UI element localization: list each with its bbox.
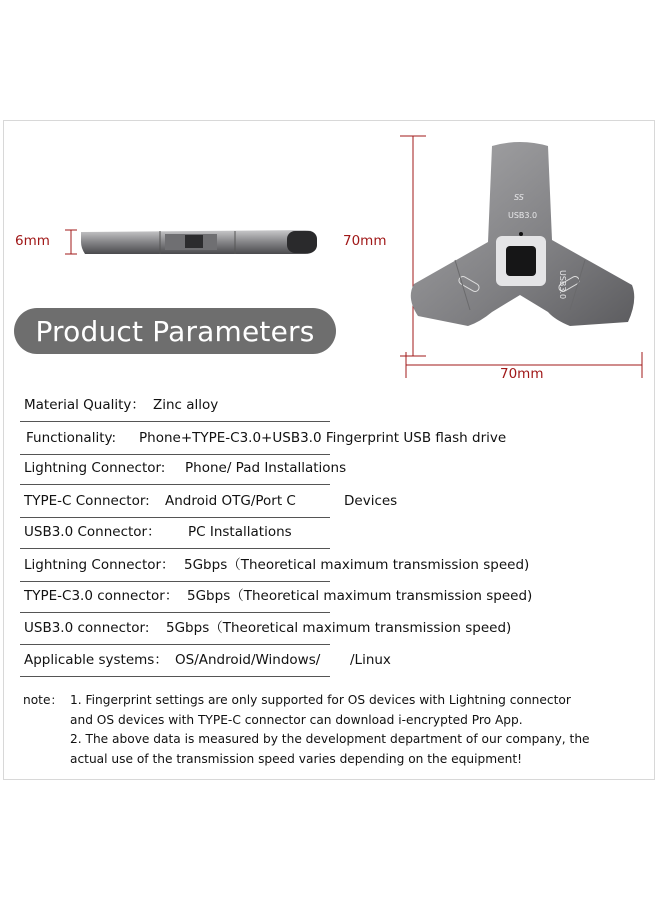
param-value: OS/Android/Windows/ [175, 652, 321, 668]
param-value: Zinc alloy [153, 397, 219, 413]
usb3-side-label: USB3.0 [558, 270, 567, 300]
superspeed-logo: SS [514, 193, 524, 202]
note-line: actual use of the transmission speed varies depending on the equipment! [70, 751, 522, 766]
note-line: 1. Fingerprint settings are only supported for OS devices with Lightning connector [70, 693, 571, 707]
param-label: Material Quality： [24, 397, 145, 413]
row-divider [20, 421, 330, 422]
note-line: and OS devices with TYPE-C connector can download i-encrypted Pro App. [70, 712, 523, 727]
param-label: USB3.0 connector: [24, 620, 150, 636]
param-value: 5Gbps（Theoretical maximum transmission speed) [184, 557, 530, 573]
param-extra: Devices [344, 493, 398, 509]
param-value: Phone/ Pad Installations [185, 460, 347, 476]
row-divider [20, 548, 330, 549]
param-label: USB3.0 Connector： [24, 524, 161, 540]
param-label: Lightning Connector: [24, 460, 166, 476]
note-line: 2. The above data is measured by the development department of our company, the [70, 732, 590, 746]
note-label: note： [23, 693, 63, 707]
param-value: Android OTG/Port C [165, 493, 296, 509]
param-value: 5Gbps（Theoretical maximum transmission speed) [166, 620, 512, 636]
usb3-top-label: USB3.0 [508, 211, 538, 220]
product-parameters-title: Product Parameters [14, 308, 336, 354]
row-divider [20, 484, 330, 485]
param-extra: /Linux [350, 652, 391, 668]
param-value: Phone+TYPE-C3.0+USB3.0 Fingerprint USB flash drive [139, 430, 507, 446]
param-label: TYPE-C3.0 connector： [24, 588, 179, 604]
device-top-view-illustration [380, 130, 660, 390]
param-label: Lightning Connector： [24, 557, 175, 573]
param-label: Applicable systems： [24, 652, 168, 668]
row-divider [20, 676, 330, 677]
param-label: Functionality: [26, 430, 117, 446]
param-value: 5Gbps（Theoretical maximum transmission speed) [187, 588, 533, 604]
param-value: PC Installations [188, 524, 292, 540]
height-dimension-label: 70mm [343, 233, 387, 249]
thickness-dimension-label: 6mm [15, 233, 50, 249]
param-label: TYPE-C Connector: [24, 493, 150, 509]
width-dimension-label: 70mm [500, 366, 544, 382]
side-view-illustration [55, 220, 325, 264]
